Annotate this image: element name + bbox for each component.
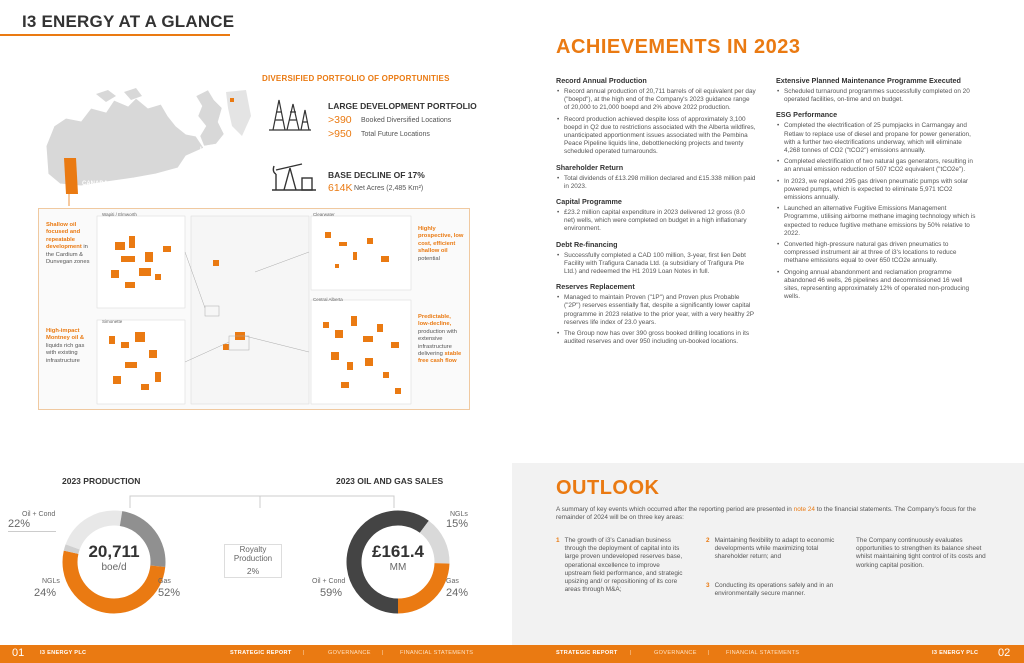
production-center-unit: boe/d: [101, 562, 127, 573]
ach-col2-bullet-1-2: • In 2023, we replaced 295 gas driven pneumatic pumps with solar powered pumps, which is expected to eliminate 5,971 tCO2 emissions annually.: [776, 178, 976, 203]
footer-link-strategic-right[interactable]: STRATEGIC REPORT: [556, 650, 618, 656]
ach-col1-heading-4: Reserves Replacement: [556, 282, 635, 292]
sales-ngls-pct: 15%: [446, 518, 469, 530]
ach-col2-bullet-1-0: • Completed the electrification of 25 pumpjacks in Carmangay and Retlaw to replace use of diesel and propane for power generation, with a further two electrifications underway, which will eliminate 4,268 tonnes of CO2 ("tCO2") emissions annually.: [776, 122, 976, 155]
ach-col1-list-2: [556, 209, 756, 234]
annotation-predictable-bold2: stable free cash flow: [418, 351, 462, 365]
outlook-item-2-num: 2: [706, 537, 710, 544]
sales-gas-label: Gas: [446, 578, 459, 585]
outlook-item-1-text: The growth of i3's Canadian business through the deployment of capital into its large proven undeveloped reserves base, operational excellence to improve upstream field performance, and strategic upsizing and/ or repositioning of its core areas through M&A;: [564, 537, 683, 594]
chart-connector: [120, 486, 420, 510]
ach-col2-list-0: [776, 88, 976, 104]
achievements-title: ACHIEVEMENTS IN 2023: [556, 36, 801, 58]
title-underline: [0, 34, 230, 36]
footer-sep-4: |: [708, 650, 710, 656]
outlook-column-3: The Company continuously evaluates opportunities to strengthen its balance sheet whilst maintaining tight control of its costs and working capital position.: [856, 537, 986, 569]
annotation-prospective-bold: Highly prospective, low cost, efficient shallow oil: [418, 226, 464, 255]
prod-ngls-label: NGLs: [42, 578, 60, 585]
decline-title: BASE DECLINE OF 17%: [328, 170, 425, 180]
map-title-wapiti: Wapiti / Elmworth: [102, 212, 137, 217]
outlook-item-1: [556, 537, 686, 594]
outlook-item-2: [706, 537, 836, 562]
map-title-simonette: Simonette: [102, 319, 123, 324]
ach-col1-list-0: [556, 88, 756, 157]
annotation-montney: [46, 328, 96, 365]
page-number-right: 02: [998, 647, 1011, 659]
acres-label: Net Acres (2,485 Km²): [354, 185, 424, 192]
annotation-shallow-oil-rest: in the Cardium & Dunvegan zones: [46, 244, 90, 266]
footer-link-governance-left[interactable]: GOVERNANCE: [328, 650, 371, 656]
outlook-item-1-num: 1: [556, 537, 560, 544]
alberta-highlight: [64, 158, 78, 194]
prod-oil-rule: [8, 531, 56, 532]
ach-col2-bullet-1-5: • Ongoing annual abandonment and reclamation programme abandoned 46 wells, 26 pipelines and decommissioned 16 well sites, representing approximately 12% of operated non-producing wells.: [776, 269, 976, 302]
acres-value: 614K: [328, 182, 353, 194]
ach-col2-bullet-1-3: • Launched an alternative Fugitive Emissions Management Programme, utilising airborne methane imaging technology which is expected to reduce fugitive methane emissions by 50% relative to 2022.: [776, 205, 976, 238]
sales-ngls-label: NGLs: [450, 511, 468, 518]
large-dev-title: LARGE DEVELOPMENT PORTFOLIO: [328, 101, 477, 111]
ach-col1-bullet-1-0: • Total dividends of £13.298 million declared and £15.338 million paid in 2023.: [556, 175, 756, 191]
annotation-shallow-oil: [46, 222, 96, 266]
sales-oil-label: Oil + Cond: [312, 578, 346, 585]
portfolio-heading: DIVERSIFIED PORTFOLIO OF OPPORTUNITIES: [262, 74, 450, 83]
royalty-box: [224, 544, 282, 578]
footer-link-financial-left[interactable]: FINANCIAL STATEMENTS: [400, 650, 474, 656]
annotation-prospective-rest: potential: [418, 255, 440, 262]
ach-col1-heading-0: Record Annual Production: [556, 76, 647, 85]
annotation-montney-rest: liquids rich gas with existing infrastructure: [46, 342, 85, 364]
booked-label: Booked Diversified Locations: [361, 117, 452, 124]
sales-center-unit: MM: [389, 562, 407, 573]
pumpjack-icon: [272, 160, 316, 194]
annotation-montney-bold: High-impact Montney oil &: [46, 328, 84, 342]
royalty-label: Royalty Production: [233, 545, 273, 563]
europe-shape: [226, 90, 251, 136]
ach-col1-bullet-4-0: • Managed to maintain Proven ("1P") and Proven plus Probable ("2P") reserves essentially flat, despite a significantly lower capital programme in 2023 relative to the prior year, with a very healthy 2P reserves life index of 23.0 years.: [556, 294, 756, 327]
outlook-item-2-text: Maintaining flexibility to adapt to economic developments while maximizing total shareholder return; and: [714, 537, 835, 561]
prod-gas-pct: 52%: [158, 587, 181, 599]
production-center-value: 20,711: [88, 542, 140, 561]
ach-col2-bullet-0-0: • Scheduled turnaround programmes successfully completed on 20 operated facilities, on-time and on budget.: [776, 88, 976, 104]
prod-gas-label: Gas: [158, 578, 171, 585]
annotation-predictable-bold: Predictable, low-decline,: [418, 314, 452, 328]
achievements-column-1: [556, 76, 756, 352]
ach-col1-heading-3: Debt Re-financing: [556, 239, 618, 249]
outlook-item-3-num: 3: [706, 582, 710, 589]
ach-col1-list-4: [556, 294, 756, 346]
ach-col1-bullet-4-1: • The Group now has over 390 gross booked drilling locations in its audited reserves and over 950 including un-booked locations.: [556, 330, 756, 346]
footer-company-right: I3 ENERGY PLC: [932, 650, 979, 656]
future-value: >950: [328, 128, 352, 140]
asset-maps: [95, 212, 415, 408]
footer-sep-3: |: [630, 650, 632, 656]
outlook-title: OUTLOOK: [556, 477, 660, 499]
annotation-prospective: [418, 226, 464, 263]
ach-col2-bullet-1-4: • Converted high-pressure natural gas driven pneumatics to compressed instrument air at three of i3's locations to reduce methane emissions equal to over 650 tCO2e annually.: [776, 241, 976, 266]
ach-col1-list-3: [556, 252, 756, 277]
ach-col1-heading-2: Capital Programme: [556, 197, 622, 207]
footer-link-financial-right[interactable]: FINANCIAL STATEMENTS: [726, 650, 800, 656]
footer-link-strategic-left[interactable]: STRATEGIC REPORT: [230, 650, 292, 656]
note-24-link[interactable]: note 24: [793, 506, 815, 513]
ach-col2-list-1: [776, 122, 976, 301]
ach-col1-heading-1: Shareholder Return: [556, 162, 624, 172]
outlook-intro-post: to the financial statements. The Company's focus for the remainder of 2024 will be on three key areas:: [556, 506, 976, 522]
uk-shape: [196, 90, 224, 146]
outlook-item-3: [706, 582, 836, 598]
royalty-pct: 2%: [246, 566, 260, 576]
prod-oil-label: Oil + Cond: [22, 511, 56, 518]
sales-oil-pct: 59%: [320, 587, 343, 599]
footer-link-governance-right[interactable]: GOVERNANCE: [654, 650, 697, 656]
sales-center-value: £161.4: [372, 542, 424, 561]
page-title: I3 ENERGY AT A GLANCE: [22, 12, 235, 31]
ach-col1-list-1: [556, 175, 756, 191]
map-label-canada: CANADA: [82, 181, 108, 187]
world-map: [36, 86, 251, 206]
ach-col2-heading-0: Extensive Planned Maintenance Programme Executed: [776, 76, 961, 85]
map-title-clearwater: Clearwater: [313, 212, 335, 217]
uk-marker: [230, 98, 234, 102]
future-label: Total Future Locations: [361, 131, 430, 138]
wapiti-map: [97, 216, 185, 308]
ach-col1-bullet-0-0: • Record annual production of 20,711 barrels of oil equivalent per day ("boepd"), at the high end of the Company's 2023 guidance range of 20,000 to 21,000 boepd and 2% above 2022 production.: [556, 88, 756, 113]
booked-value: >390: [328, 114, 352, 126]
clearwater-map: [311, 216, 411, 290]
footer-sep-2: |: [382, 650, 384, 656]
annotation-predictable-mid: production with extensive infrastructure delivering: [418, 328, 457, 358]
sales-gas-pct: 24%: [446, 587, 469, 599]
outlook-item-3-text: Conducting its operations safely and in an environmentally secure manner.: [714, 582, 834, 598]
map-title-central: Central Alberta: [313, 297, 343, 302]
map-label-uk: UK: [200, 147, 209, 153]
prod-ngls-pct: 24%: [34, 587, 57, 599]
footer-sep-1: |: [303, 650, 305, 656]
footer-bar: [0, 645, 1024, 663]
ach-col1-bullet-3-0: • Successfully completed a CAD 100 million, 3-year, first lien Debt Facility with Trafigura Canada Ltd. (a subsidiary of Trafigura Pte Ltd.) and redeemed the H1 2019 Loan Notes in full.: [556, 252, 756, 277]
sales-heading: 2023 OIL AND GAS SALES: [336, 476, 444, 486]
annotation-predictable: [418, 314, 464, 366]
alberta-overview-map: [191, 216, 309, 404]
footer-company-left: I3 ENERGY PLC: [40, 650, 87, 656]
ach-col1-bullet-0-1: • Record production achieved despite loss of approximately 3,100 boepd in Q2 due to restrictions associated with the Alberta wildfires, unanticipated apportionment issues associated with the Pembina Peace Pipeline liquids line, debottlenecking projects and twenty scheduled operated turnarounds.: [556, 116, 756, 157]
prod-oil-pct: 22%: [8, 518, 31, 530]
ach-col2-heading-1: ESG Performance: [776, 110, 838, 120]
ach-col1-bullet-2-0: • £23.2 million capital expenditure in 2023 delivered 12 gross (8.0 net) wells, which were completed on budget in a high inflationary environment.: [556, 209, 756, 234]
annotation-shallow-oil-bold: Shallow oil focused and repeatable development: [46, 222, 82, 251]
oil-derrick-icon: [267, 96, 313, 132]
outlook-intro-pre: A summary of key events which occurred after the reporting period are presented in: [556, 506, 792, 513]
achievements-column-2: [776, 76, 976, 307]
production-heading: 2023 PRODUCTION: [62, 476, 141, 486]
page-number-left: 01: [12, 647, 25, 659]
ach-col2-bullet-1-1: • Completed electrification of two natural gas generators, resulting in an annual emission reduction of 507 tCO2 equivalent ("tCO2e").: [776, 158, 976, 174]
outlook-intro: [556, 506, 976, 522]
